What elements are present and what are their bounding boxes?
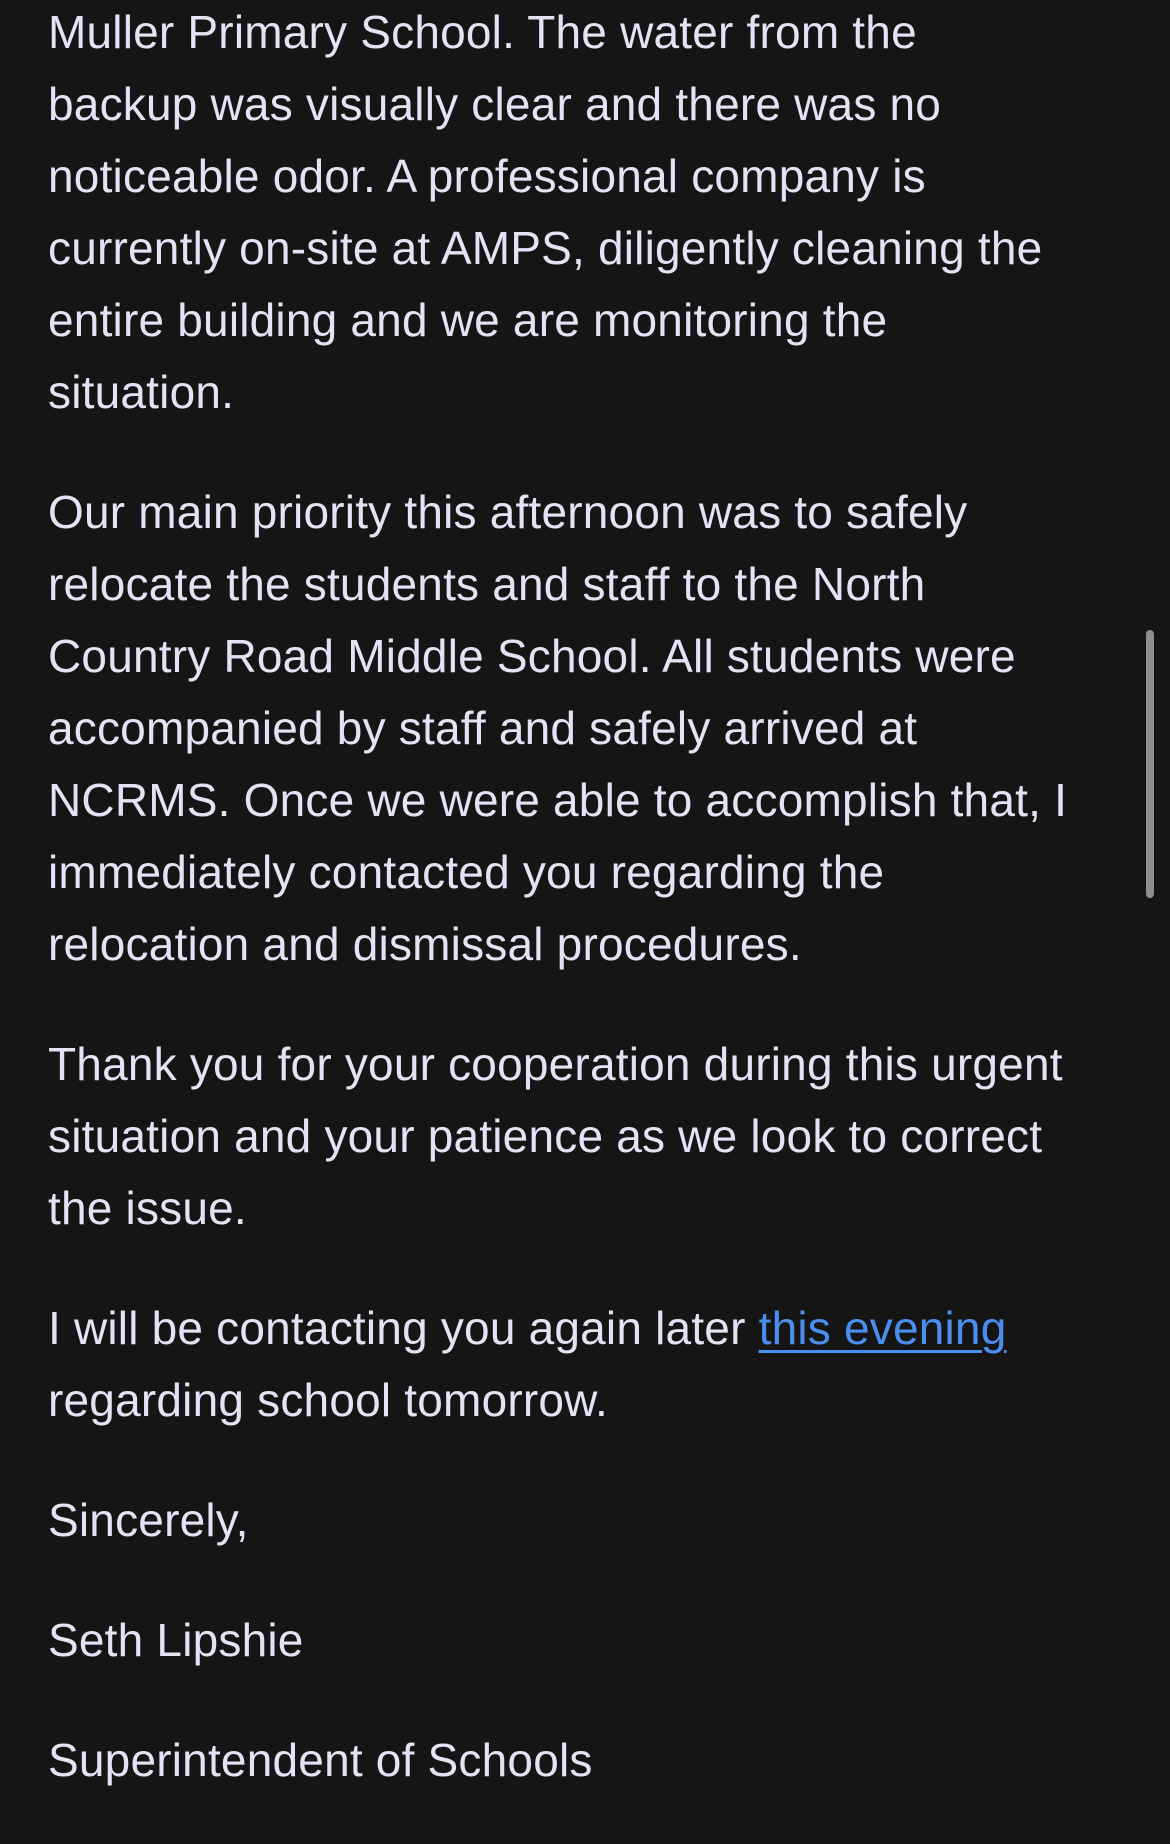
text-line: relocate the students and staff to the North bbox=[48, 558, 926, 610]
text-line: backup was visually clear and there was no bbox=[48, 78, 942, 130]
text-line: situation. bbox=[48, 366, 235, 418]
text-line: currently on-site at AMPS, diligently cleaning the bbox=[48, 222, 1043, 274]
signer-name: Seth Lipshie bbox=[48, 1614, 304, 1666]
this-evening-link[interactable]: this evening bbox=[758, 1302, 1007, 1354]
paragraph-follow-up bbox=[48, 1292, 1128, 1436]
text-line: relocation and dismissal procedures. bbox=[48, 918, 802, 970]
text-line: entire building and we are monitoring the bbox=[48, 294, 888, 346]
closing: Sincerely, bbox=[48, 1494, 249, 1546]
text-line: situation and your patience as we look to correct bbox=[48, 1110, 1043, 1162]
follow-up-text: I will be contacting you again later bbox=[48, 1302, 759, 1354]
text-line bbox=[48, 1292, 1128, 1364]
vertical-scrollbar[interactable] bbox=[1146, 630, 1154, 898]
email-body bbox=[48, 0, 1128, 1844]
text-line: Muller Primary School. The water from the bbox=[48, 6, 917, 58]
text-line: noticeable odor. A professional company is bbox=[48, 150, 926, 202]
signer-title: Superintendent of Schools bbox=[48, 1734, 593, 1786]
text-line: accompanied by staff and safely arrived at bbox=[48, 702, 918, 754]
paragraph-thank-you bbox=[48, 1028, 1128, 1244]
text-line: NCRMS. Once we were able to accomplish that, I bbox=[48, 774, 1068, 826]
text-line: the issue. bbox=[48, 1182, 247, 1234]
paragraph-relocation bbox=[48, 476, 1128, 980]
text-line: Thank you for your cooperation during this urgent bbox=[48, 1038, 1063, 1090]
text-line: Country Road Middle School. All students were bbox=[48, 630, 1016, 682]
paragraph-cleanup-update bbox=[48, 0, 1128, 428]
text-line: regarding school tomorrow. bbox=[48, 1374, 609, 1426]
text-line: immediately contacted you regarding the bbox=[48, 846, 885, 898]
text-line: Our main priority this afternoon was to safely bbox=[48, 486, 968, 538]
